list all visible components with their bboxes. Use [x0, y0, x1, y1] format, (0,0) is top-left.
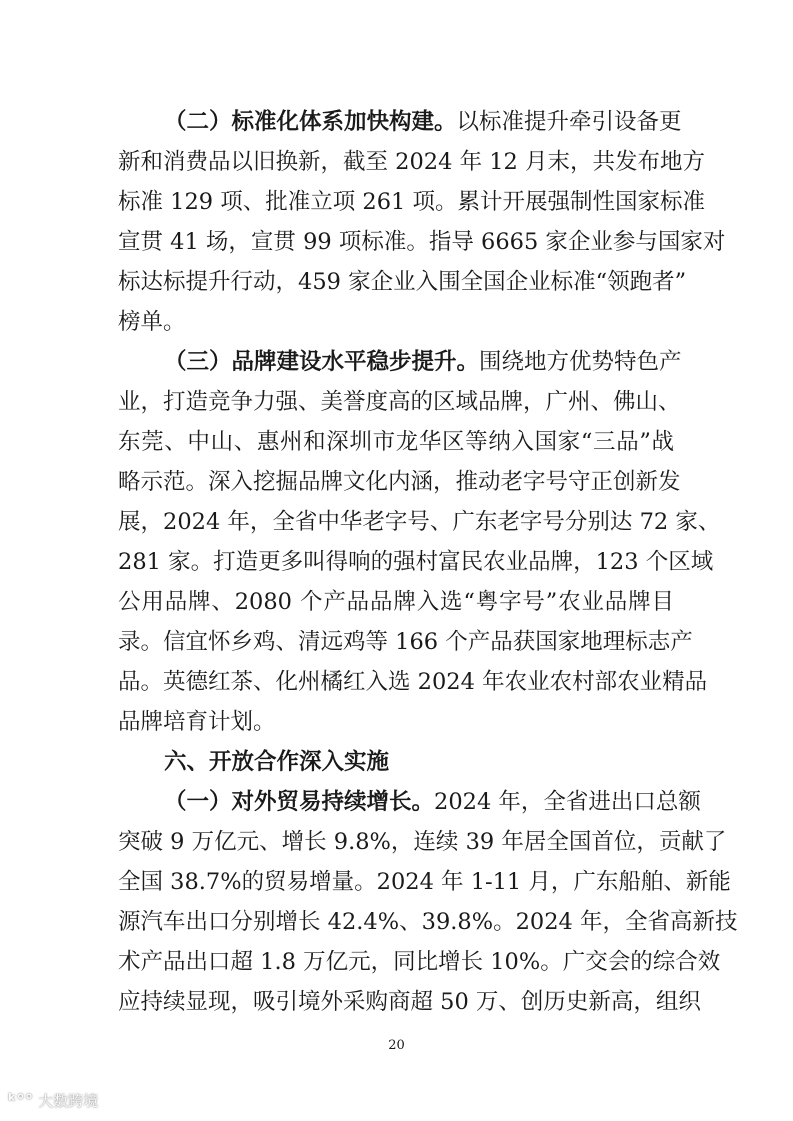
page-number: 20 — [388, 1038, 405, 1053]
paragraph-line: 源汽车出口分别增长 42.4%、39.8%。2024 年，全省高新技 — [118, 909, 738, 935]
paragraph-line — [118, 782, 701, 822]
paragraph-line: 术产品出口超 1.8 万亿元，同比增长 10%。广交会的综合效 — [118, 949, 721, 975]
paragraph-lead: （一）对外贸易持续增长。 — [164, 789, 435, 815]
watermark — [8, 1090, 98, 1111]
watermark-logo-icon: ᵏ°° — [8, 1090, 34, 1111]
paragraph-line: 281 家。打造更多叫得响的强村富民农业品牌，123 个区域 — [118, 549, 714, 575]
paragraph-line: 宣贯 41 场，宣贯 99 项标准。指导 6665 家企业参与国家对 — [118, 229, 726, 255]
paragraph-line: 全国 38.7%的贸易增量。2024 年 1-11 月，广东船舶、新能 — [118, 869, 731, 895]
paragraph-line — [118, 102, 682, 142]
paragraph-line: 标达标提升行动，459 家企业入围全国企业标准“领跑者” — [118, 269, 687, 295]
paragraph-lead: （二）标准化体系加快构建。 — [164, 109, 457, 135]
watermark-text: 大数跨境 — [38, 1092, 99, 1110]
paragraph-line: 展，2024 年，全省中华老字号、广东老字号分别达 72 家、 — [118, 509, 721, 535]
paragraph-line: 榜单。 — [118, 309, 186, 335]
document-body — [118, 102, 738, 1022]
paragraph-line — [118, 342, 682, 382]
section-heading: 六、开放合作深入实施 — [164, 749, 390, 775]
paragraph-line: 品。英德红茶、化州橘红入选 2024 年农业农村部农业精品 — [118, 669, 708, 695]
paragraph-line: 标准 129 项、批准立项 261 项。累计开展强制性国家标准 — [118, 189, 706, 215]
line-text: 围绕地方优势特色产 — [479, 349, 682, 375]
paragraph-line: 新和消费品以旧换新，截至 2024 年 12 月末，共发布地方 — [118, 149, 706, 175]
paragraph-line: 东莞、中山、惠州和深圳市龙华区等纳入国家“三品”战 — [118, 429, 674, 455]
paragraph-line: 应持续显现，吸引境外采购商超 50 万、创历史新高，组织 — [118, 989, 701, 1015]
paragraph-lead: （三）品牌建设水平稳步提升。 — [164, 349, 480, 375]
line-text: 以标准提升牵引设备更 — [456, 109, 682, 135]
line-text: 2024 年，全省进出口总额 — [434, 789, 701, 815]
paragraph-line: 录。信宜怀乡鸡、清远鸡等 166 个产品获国家地理标志产 — [118, 629, 693, 655]
paragraph-line: 品牌培育计划。 — [118, 709, 276, 735]
paragraph-line: 公用品牌、2080 个产品品牌入选“粤字号”农业品牌目 — [118, 589, 674, 615]
paragraph-line: 突破 9 万亿元、增长 9.8%，连续 39 年居全国首位，贡献了 — [118, 829, 727, 855]
paragraph-line: 业，打造竞争力强、美誉度高的区域品牌，广州、佛山、 — [118, 389, 681, 415]
paragraph-line: 略示范。深入挖掘品牌文化内涵，推动老字号守正创新发 — [118, 469, 681, 495]
